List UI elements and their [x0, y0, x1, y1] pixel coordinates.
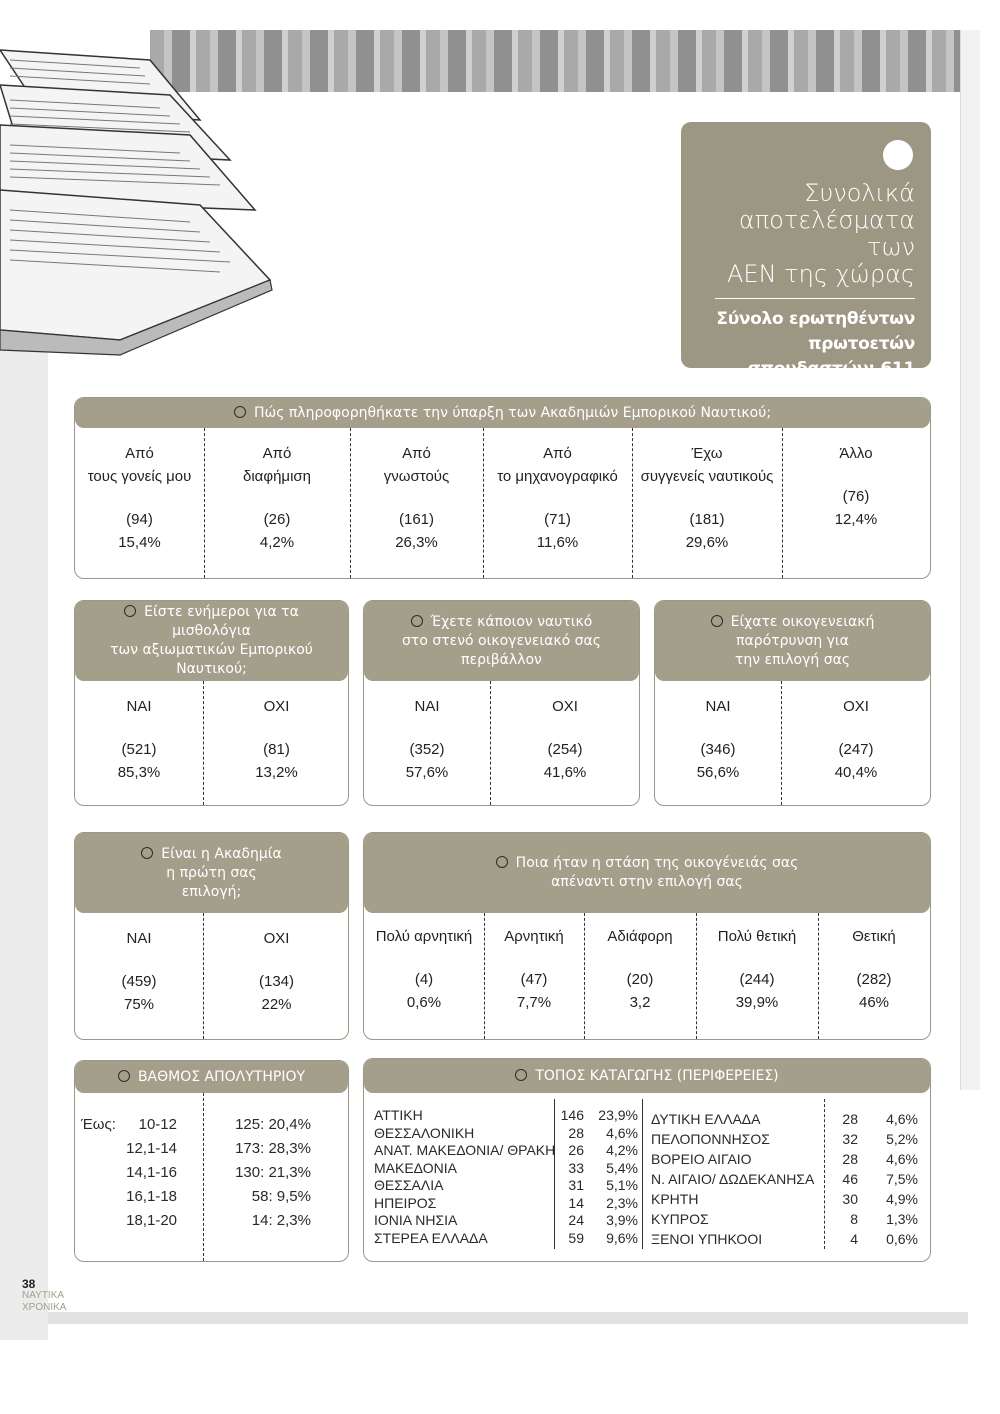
- bullet-circle-icon: [234, 406, 246, 418]
- region-pct: 4,6%: [886, 1111, 918, 1127]
- region-name: ΗΠΕΙΡΟΣ: [374, 1194, 437, 1211]
- grades-prefix: Έως:: [81, 1116, 116, 1133]
- bullet-circle-icon: [711, 615, 723, 627]
- region-count: 8: [850, 1211, 858, 1227]
- question-text: η πρώτη σας: [166, 864, 257, 881]
- question-text: Ποια ήταν η στάση της οικογένειάς σας: [515, 855, 799, 871]
- panel-header: [75, 398, 930, 428]
- grades-title: ΒΑΘΜΟΣ ΑΠΟΛΥΤΗΡΙΟΥ: [137, 1068, 306, 1085]
- region-count: 28: [842, 1111, 858, 1127]
- panel-header: [75, 833, 348, 913]
- region-pct: 4,6%: [886, 1151, 918, 1167]
- panel-header: [75, 1061, 348, 1093]
- question-text: Είχατε οικογενειακή: [730, 613, 875, 630]
- bullet-circle-icon: [141, 847, 153, 859]
- summary-box: [681, 122, 931, 379]
- panel-regions: [363, 1058, 931, 1262]
- region-count: 26: [568, 1142, 584, 1158]
- option-cell: Από τους γονείς μου (94) 15,4%: [87, 445, 192, 551]
- region-name: ΒΟΡΕΙΟ ΑΙΓΑΙΟ: [651, 1151, 752, 1167]
- region-name: ΚΡΗΤΗ: [651, 1191, 699, 1207]
- region-count: 24: [568, 1212, 584, 1228]
- panel-header: [655, 601, 930, 681]
- bullet-circle-icon: [118, 1070, 130, 1082]
- option-cell: Από γνωστούς (161) 26,3%: [383, 445, 450, 551]
- region-name: ΣΤΕΡΕΑ ΕΛΛΑΔΑ: [374, 1229, 488, 1246]
- panel-header: [364, 601, 639, 681]
- region-count: 28: [842, 1151, 858, 1167]
- question-text: στο στενό οικογενειακό σας: [402, 632, 601, 649]
- grade-range: 18,1-20: [126, 1212, 177, 1229]
- grades-ranges: [117, 1113, 177, 1233]
- summary-subtitle-line: Σύνολο ερωτηθέντων: [716, 309, 915, 329]
- region-count: 31: [568, 1177, 584, 1193]
- region-pct: 3,9%: [606, 1212, 638, 1228]
- decorative-bottom-band: [48, 1312, 968, 1324]
- region-pct: 23,9%: [598, 1107, 638, 1123]
- region-count: 46: [842, 1171, 858, 1187]
- grades-values: [215, 1113, 311, 1233]
- option-cell: Θετική (282) 46%: [852, 928, 896, 1011]
- region-pct: 4,9%: [886, 1191, 918, 1207]
- option-cell: Από το μηχανογραφικό (71) 11,6%: [497, 445, 618, 551]
- yes-cell: ΝΑΙ (352) 57,6%: [405, 698, 449, 781]
- region-pct: 7,5%: [886, 1171, 918, 1187]
- summary-title-line: αποτελέσματα των: [738, 206, 915, 261]
- no-cell: ΟΧΙ (247) 40,4%: [834, 698, 878, 781]
- grade-range: 10-12: [138, 1116, 177, 1133]
- question-text: περιβάλλον: [461, 651, 542, 668]
- panel-grades: [74, 1060, 349, 1262]
- regions-right-counts: [832, 1109, 858, 1249]
- question-text: Είστε ενήμεροι για τα μισθολόγια: [144, 604, 299, 639]
- summary-divider: [715, 298, 915, 299]
- region-pct: 4,2%: [606, 1142, 638, 1158]
- region-name: ΑΤΤΙΚΗ: [374, 1107, 423, 1123]
- option-cell: Αρνητική (47) 7,7%: [504, 928, 564, 1011]
- region-name: ΘΕΣΣΑΛΟΝΙΚΗ: [374, 1124, 475, 1141]
- summary-subtitle-line: πρωτοετών σπουδαστών: 611: [747, 334, 915, 379]
- panel-family-attitude: [363, 832, 931, 1040]
- panel-header: [364, 1059, 930, 1093]
- region-name: ΙΟΝΙΑ ΝΗΣΙΑ: [374, 1212, 458, 1228]
- region-pct: 1,3%: [886, 1211, 918, 1227]
- option-cell: Πολύ θετική (244) 39,9%: [717, 928, 797, 1011]
- region-name: ΘΕΣΣΑΛΙΑ: [374, 1177, 444, 1193]
- region-pct: 5,4%: [606, 1159, 638, 1176]
- column-divider: [203, 1093, 204, 1261]
- grade-range: 12,1-14: [126, 1140, 177, 1157]
- no-cell: ΟΧΙ (254) 41,6%: [543, 698, 587, 781]
- bullet-circle-icon: [124, 605, 136, 617]
- option-cell: Πολύ αρνητική (4) 0,6%: [375, 928, 473, 1011]
- regions-left-names: [374, 1107, 555, 1247]
- region-name: Ν. ΑΙΓΑΙΟ/ ΔΩΔΕΚΑΝΗΣΑ: [651, 1171, 815, 1187]
- panel-first-choice: [74, 832, 349, 1040]
- grade-range: 14,1-16: [126, 1164, 177, 1181]
- question-text: παρότρυνση για: [736, 632, 849, 649]
- grade-value: 58: 9,5%: [251, 1188, 311, 1205]
- region-name: ΜΑΚΕΔΟΝΙΑ: [374, 1159, 457, 1176]
- circle-icon: [883, 140, 913, 170]
- bullet-circle-icon: [515, 1069, 527, 1081]
- regions-right-names: [651, 1109, 814, 1249]
- page-edge-shadow: [0, 330, 48, 1340]
- region-name: ΠΕΛΟΠΟΝΝΗΣΟΣ: [651, 1131, 770, 1147]
- region-count: 14: [568, 1194, 584, 1211]
- no-cell: ΟΧΙ (134) 22%: [258, 930, 295, 1013]
- option-cell: Έχω συγγενείς ναυτικούς (181) 29,6%: [640, 445, 774, 551]
- region-pct: 2,3%: [606, 1194, 638, 1211]
- region-count: 59: [568, 1229, 584, 1246]
- yes-cell: ΝΑΙ (521) 85,3%: [117, 698, 161, 781]
- question-text: Έχετε κάποιον ναυτικό: [430, 613, 593, 630]
- books-illustration: [0, 10, 300, 360]
- grade-value: 14: 2,3%: [251, 1212, 311, 1229]
- summary-title-line: ΑΕΝ της χώρας: [727, 260, 915, 288]
- region-count: 32: [842, 1131, 858, 1147]
- region-name: ΚΥΠΡΟΣ: [651, 1211, 709, 1227]
- bullet-circle-icon: [496, 856, 508, 868]
- panel-salary-awareness: [74, 600, 349, 806]
- question-text: των αξιωματικών Εμπορικού: [110, 642, 313, 658]
- grade-range: 16,1-18: [126, 1188, 177, 1205]
- region-count: 4: [850, 1231, 858, 1247]
- page-footer: [22, 1278, 66, 1314]
- panel-family-sailor: [363, 600, 640, 806]
- column-divider: [642, 1099, 643, 1249]
- panel-family-encouragement: [654, 600, 931, 806]
- page-number: 38: [22, 1277, 36, 1291]
- region-name: ΞΕΝΟΙ ΥΠΗΚΟΟΙ: [651, 1231, 763, 1247]
- region-count: 30: [842, 1191, 858, 1207]
- region-pct: 0,6%: [886, 1231, 918, 1247]
- no-cell: ΟΧΙ (81) 13,2%: [255, 698, 298, 781]
- bullet-circle-icon: [411, 615, 423, 627]
- regions-left-pcts: [586, 1107, 638, 1247]
- column-divider: [824, 1099, 825, 1249]
- option-cell: Από διαφήμιση (26) 4,2%: [243, 445, 311, 551]
- question-text: επιλογή;: [181, 883, 242, 900]
- region-pct: 9,6%: [606, 1229, 638, 1246]
- question-text: Πώς πληροφορηθήκατε την ύπαρξη των Ακαδημιών Εμπορικού Ναυτικού;: [253, 404, 772, 421]
- region-count: 28: [568, 1124, 584, 1141]
- region-name: ΑΝΑΤ. ΜΑΚΕΔΟΝΙΑ/ ΘΡΑΚΗ: [374, 1142, 556, 1158]
- panel-info-source: [74, 397, 931, 579]
- magazine-name: ΝΑΥΤΙΚΑ: [22, 1290, 65, 1301]
- region-count: 33: [568, 1159, 584, 1176]
- question-text: την επιλογή σας: [734, 651, 851, 668]
- region-pct: 5,1%: [606, 1177, 638, 1193]
- grade-value: 173: 28,3%: [235, 1140, 311, 1157]
- panel-header: [75, 601, 348, 681]
- option-cell: Αδιάφορη (20) 3,2: [607, 928, 673, 1011]
- region-name: ΔΥΤΙΚΗ ΕΛΛΑΔΑ: [651, 1111, 761, 1127]
- summary-title-line: Συνολικά: [804, 179, 915, 207]
- grade-value: 125: 20,4%: [235, 1116, 311, 1133]
- region-pct: 5,2%: [886, 1131, 918, 1147]
- panel-header: [364, 833, 930, 913]
- yes-cell: ΝΑΙ (346) 56,6%: [696, 698, 740, 781]
- question-text: Είναι η Ακαδημία: [161, 845, 282, 862]
- magazine-name: ΧΡΟΝΙΚΑ: [22, 1302, 67, 1313]
- yes-cell: ΝΑΙ (459) 75%: [121, 930, 157, 1013]
- region-pct: 4,6%: [606, 1124, 638, 1141]
- page-right-edge: [960, 30, 980, 1090]
- grade-value: 130: 21,3%: [235, 1164, 311, 1181]
- question-text: απέναντι στην επιλογή σας: [551, 874, 743, 890]
- regions-right-pcts: [868, 1109, 918, 1249]
- option-cell: Άλλο (76) 12,4%: [834, 445, 878, 528]
- question-text: Ναυτικού;: [176, 661, 247, 677]
- region-count: 146: [560, 1107, 584, 1123]
- regions-left-counts: [558, 1107, 584, 1247]
- regions-title: ΤΟΠΟΣ ΚΑΤΑΓΩΓΗΣ (ΠΕΡΙΦΕΡΕΙΕΣ): [535, 1067, 779, 1084]
